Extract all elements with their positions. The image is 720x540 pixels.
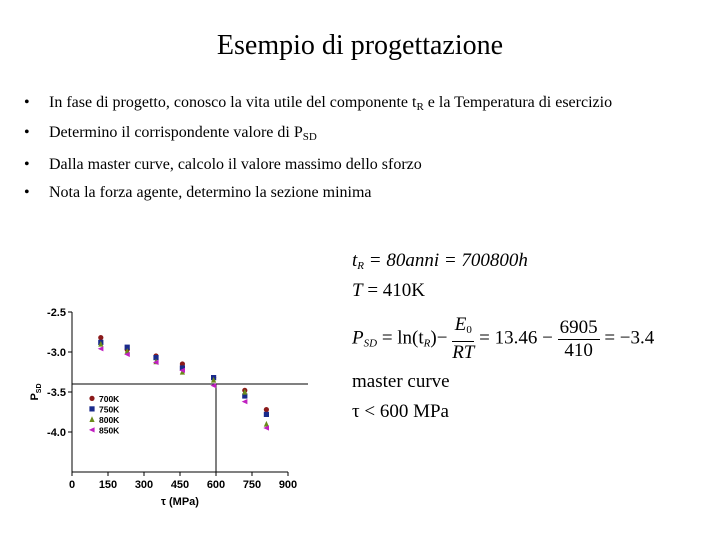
frac-den: 410 [564, 339, 593, 361]
frac-num: E [454, 314, 467, 335]
master-curve-chart [20, 300, 310, 515]
legend-marker-700k [89, 396, 94, 401]
eq-var: P [352, 327, 364, 349]
bullet-dot: • [24, 94, 30, 111]
fraction-numeric [558, 317, 600, 362]
data-point-850k [242, 399, 248, 404]
legend-marker-750k [89, 406, 94, 411]
equation-temperature [352, 280, 425, 302]
eq-result: = −3.4 [604, 327, 655, 349]
eq-ln: = ln(t [381, 327, 424, 349]
y-tick-label: -2.5 [47, 307, 66, 319]
frac-num-sub: 0 [466, 324, 472, 336]
x-tick-label: 0 [68, 479, 76, 491]
stress-limit: τ < 600 MPa [352, 401, 449, 422]
eq-value: = 13.46 − [479, 327, 553, 349]
master-curve-label: master curve [352, 371, 450, 392]
x-tick-label: 300 [134, 479, 154, 491]
bullet-text-end: e la Temperatura di esercizio [423, 94, 613, 111]
eq-sub: R [423, 337, 431, 350]
data-point-850k [98, 346, 104, 351]
bullet-sub: SD [302, 131, 317, 143]
eq-sub: R [357, 260, 365, 272]
bullet-item [22, 93, 702, 117]
bullet-dot: • [24, 184, 30, 201]
equation-psd [352, 314, 654, 364]
legend-marker-800k [89, 416, 94, 422]
x-tick-label: 150 [98, 479, 118, 491]
fraction-e0-rt [452, 314, 474, 364]
data-point-800k [264, 421, 269, 427]
eq-rhs: = 80anni = 700800h [368, 250, 528, 271]
y-axis-label-sub: SD [36, 383, 43, 394]
eq-var: T [352, 280, 363, 301]
eq-rhs: = 410K [367, 280, 426, 301]
bullet-dot: • [24, 156, 30, 173]
x-tick-label: 450 [170, 479, 190, 491]
legend-label: 750K [99, 404, 120, 415]
frac-num: 6905 [559, 316, 598, 338]
data-point-700k [264, 407, 269, 412]
bullet-text: Determino il corrispondente valore di P [49, 124, 303, 141]
bullet-list [22, 93, 702, 211]
y-tick-label: -4.0 [47, 427, 66, 439]
legend-label: 800K [99, 414, 120, 425]
bullet-text: In fase di progetto, conosco la vita utile del componente t [49, 94, 417, 111]
legend-label: 850K [99, 425, 120, 436]
bullet-item [22, 183, 702, 203]
eq-sub: SD [363, 337, 378, 350]
y-tick-label: -3.5 [47, 387, 66, 399]
eq-ln-end: )− [430, 327, 448, 349]
data-point-750k [264, 412, 269, 417]
y-axis-label: $P_{SD}$ [29, 383, 43, 401]
equation-tr [352, 250, 528, 272]
bullet-sub: R [416, 101, 424, 113]
x-tick-label: 600 [206, 479, 226, 491]
bullet-dot: • [24, 124, 30, 141]
eq-var: t [352, 250, 358, 271]
data-point-700k [98, 335, 103, 340]
x-tick-label: 900 [278, 479, 298, 491]
slide-title: Esempio di progettazione [216, 30, 504, 61]
bullet-text: Nota la forza agente, determino la sezione minima [49, 184, 372, 201]
bullet-item [22, 155, 702, 175]
x-tick-label: 750 [242, 479, 262, 491]
y-tick-label: -3.0 [47, 347, 66, 359]
frac-den: RT [452, 342, 475, 363]
bullet-text: Dalla master curve, calcolo il valore massimo dello sforzo [49, 156, 422, 173]
x-axis-label: τ (MPa) [161, 496, 199, 508]
bullet-item [22, 123, 702, 147]
legend-label: 700K [99, 393, 120, 404]
legend-marker-850k [89, 427, 95, 432]
